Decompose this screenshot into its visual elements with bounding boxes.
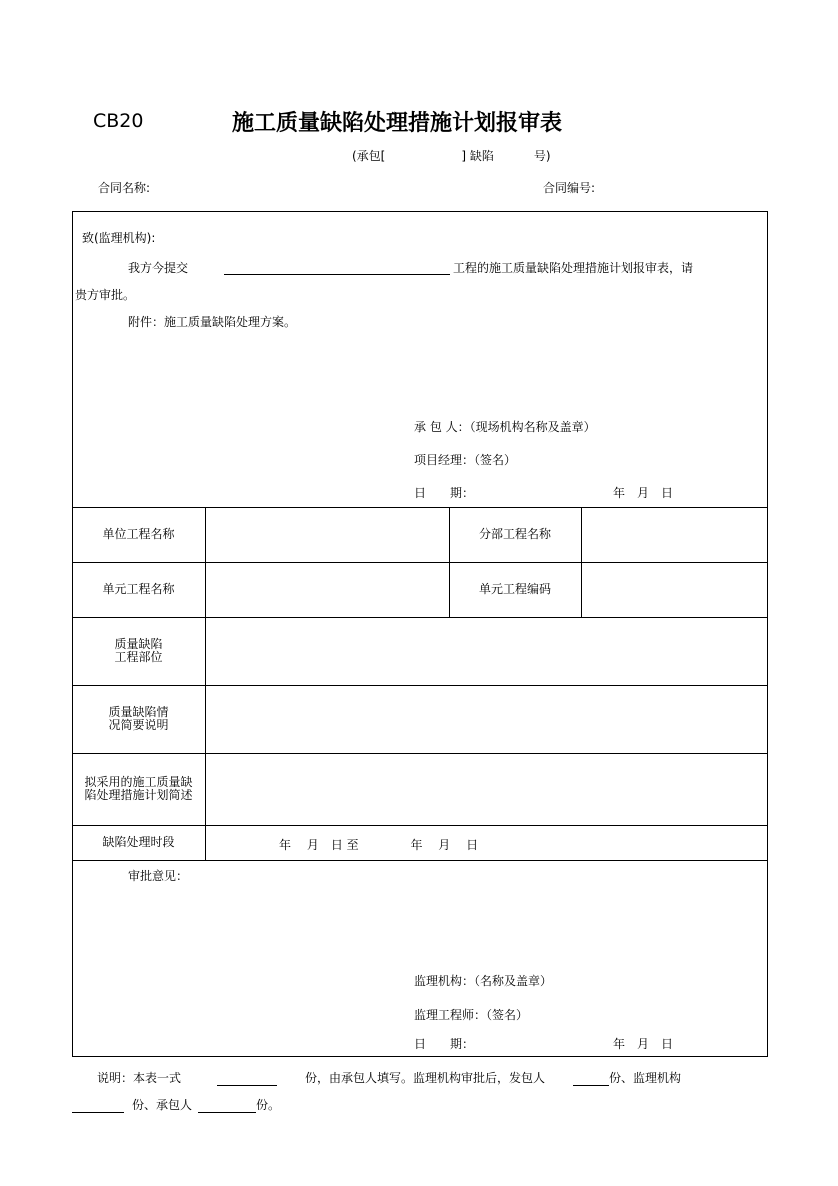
note-p5: 份。	[256, 1098, 281, 1112]
copies-owner[interactable]	[573, 1073, 609, 1086]
project-name-field[interactable]	[224, 259, 450, 275]
subtitle	[352, 147, 551, 164]
subtitle-open: (承包[	[352, 149, 386, 163]
copies-supervisor[interactable]	[72, 1100, 124, 1113]
note-p4: 份、承包人	[132, 1098, 193, 1112]
form-code: CB20	[93, 110, 144, 132]
agency-sign: 监理机构：（名称及盖章）	[414, 974, 553, 988]
attachment: 附件：施工质量缺陷处理方案。	[128, 315, 297, 329]
copies-contractor[interactable]	[198, 1100, 256, 1113]
period-value: 年 月 日 至 年 月 日	[279, 838, 479, 852]
contractor-sign: 承 包 人：（现场机构名称及盖章）	[414, 420, 596, 434]
note-p2: 份，由承包人填写。监理机构审批后，发包人	[305, 1071, 546, 1085]
division-project-label: 分部工程名称	[478, 527, 551, 541]
element-code-label: 单元工程编码	[478, 582, 551, 596]
element-project-label: 单元工程名称	[102, 582, 175, 596]
contract-no-label: 合同编号:	[543, 181, 596, 195]
measures-label: 拟采用的施工质量缺 陷处理措施计划简述	[84, 775, 193, 802]
approval-date-label: 日 期：	[414, 1037, 475, 1051]
submit-prefix: 我方今提交	[128, 261, 189, 275]
date-ymd: 年 月 日	[613, 486, 674, 500]
addressee: 致(监理机构):	[82, 231, 156, 245]
defect-location-label: 质量缺陷 工程部位	[114, 637, 163, 664]
subtitle-mid: ] 缺陷	[461, 149, 494, 163]
note-line2	[72, 1096, 280, 1113]
subtitle-close: 号)	[533, 149, 551, 163]
defect-desc-label: 质量缺陷情 况简要说明	[108, 705, 169, 732]
note-p1: 说明：本表一式	[97, 1071, 182, 1085]
submit-suffix: 工程的施工质量缺陷处理措施计划报审表，请	[453, 261, 694, 275]
engineer-sign: 监理工程师：（签名）	[414, 1008, 529, 1022]
unit-project-label: 单位工程名称	[102, 527, 175, 541]
manager-sign: 项目经理：（签名）	[414, 453, 517, 467]
period-label: 缺陷处理时段	[102, 835, 175, 849]
date-label: 日 期：	[414, 486, 475, 500]
submit-line2: 贵方审批。	[75, 288, 136, 302]
page-title: 施工质量缺陷处理措施计划报审表	[232, 111, 563, 136]
contract-name-label: 合同名称:	[98, 181, 151, 195]
approval-date-ymd: 年 月 日	[613, 1037, 674, 1051]
copies-total[interactable]	[217, 1073, 277, 1086]
approval-opinion: 审批意见：	[128, 869, 189, 883]
note-line1	[97, 1069, 681, 1086]
note-p3: 份、监理机构	[609, 1071, 682, 1085]
